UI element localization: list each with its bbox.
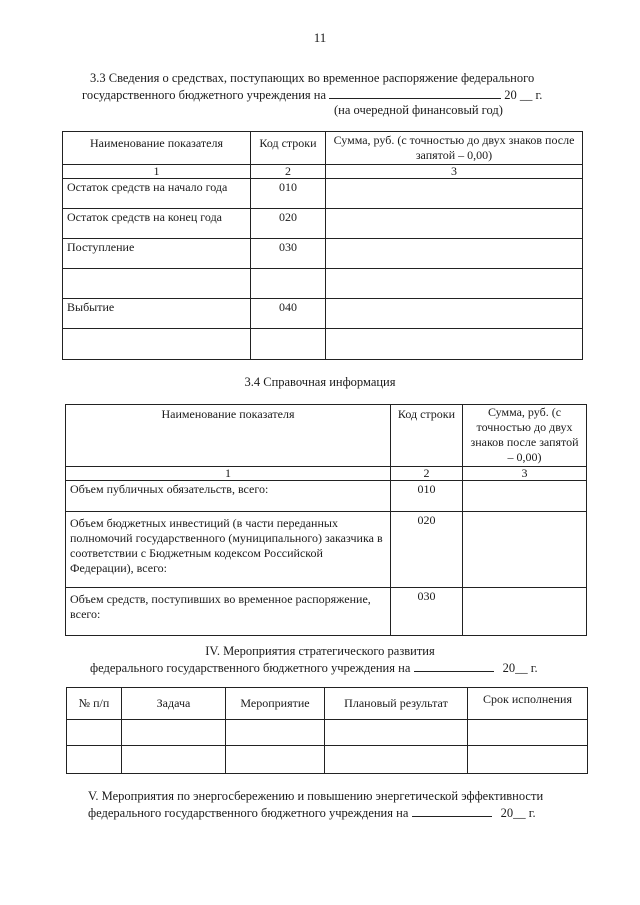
- table-row: [67, 720, 588, 746]
- table-row: [66, 588, 587, 636]
- row-sum: [326, 269, 583, 299]
- section-4-title-line1: IV. Мероприятия стратегического развития: [205, 644, 435, 658]
- row-code: [251, 329, 326, 360]
- col-number: 2: [251, 165, 326, 179]
- header-activity: Мероприятие: [226, 688, 325, 720]
- cell: [226, 720, 325, 746]
- col-number: 2: [391, 467, 463, 481]
- table-3-3: [62, 131, 583, 360]
- col-number: 3: [326, 165, 583, 179]
- year-text: 20__ г.: [500, 806, 536, 820]
- header-task: Задача: [122, 688, 226, 720]
- row-code: 020: [251, 209, 326, 239]
- column-number-row: [66, 467, 587, 481]
- row-sum: [463, 588, 587, 636]
- row-name: Объем публичных обязательств, всего:: [66, 481, 391, 512]
- section-5-title-line1: V. Мероприятия по энергосбережению и повышению энергетической эффективности: [88, 789, 544, 803]
- row-sum: [463, 512, 587, 588]
- table-header-row: [63, 132, 583, 165]
- table-row: [63, 269, 583, 299]
- cell: [468, 720, 588, 746]
- cell: [325, 746, 468, 774]
- row-sum: [326, 239, 583, 269]
- row-code: [251, 269, 326, 299]
- section-3-3-title-line2: [82, 86, 622, 103]
- row-sum: [326, 329, 583, 360]
- cell: [122, 746, 226, 774]
- section-3-3-sublabel: (на очередной финансовый год): [334, 103, 503, 117]
- col-number: 1: [63, 165, 251, 179]
- table-row: [63, 239, 583, 269]
- row-sum: [326, 299, 583, 329]
- date-blank-underline: [329, 86, 501, 99]
- row-name: [63, 269, 251, 299]
- row-name: [63, 329, 251, 360]
- section-5-title-line2: [88, 804, 536, 821]
- row-code: 040: [251, 299, 326, 329]
- year-suffix: __ г.: [519, 88, 543, 102]
- header-code: Код строки: [251, 132, 326, 165]
- table-header-row: [66, 405, 587, 467]
- table-row: [66, 481, 587, 512]
- row-sum: [463, 481, 587, 512]
- row-name: Объем средств, поступивших во временное распоряжение, всего:: [66, 588, 391, 636]
- row-code: 020: [391, 512, 463, 588]
- year-text: 20__ г.: [502, 661, 538, 675]
- row-name: Объем бюджетных инвестиций (в части переданных полномочий государственного (муниципального) заказчика в соответствии с Бюджетным кодексом Российской Федерации), всего:: [66, 512, 391, 588]
- row-name: Поступление: [63, 239, 251, 269]
- date-blank-underline: [414, 659, 494, 672]
- table-3-4: [65, 404, 587, 636]
- table-row: [67, 746, 588, 774]
- header-planned-result: Плановый результат: [325, 688, 468, 720]
- cell: [468, 746, 588, 774]
- row-name: Остаток средств на начало года: [63, 179, 251, 209]
- table-row: [63, 209, 583, 239]
- row-code: 030: [251, 239, 326, 269]
- cell: [226, 746, 325, 774]
- row-code: 030: [391, 588, 463, 636]
- table-row: [66, 512, 587, 588]
- section-3-3-title-text: государственного бюджетного учреждения на: [82, 88, 326, 102]
- section-3-3-title-line1: 3.3 Сведения о средствах, поступающих во временное распоряжение федерального: [90, 71, 535, 85]
- section-3-4-title: 3.4 Справочная информация: [244, 375, 396, 389]
- row-code: 010: [391, 481, 463, 512]
- section-4-title-text: федерального государственного бюджетного учреждения на: [90, 661, 411, 675]
- header-number: № п/п: [67, 688, 122, 720]
- cell: [67, 746, 122, 774]
- header-sum: Сумма, руб. (с точностью до двух знаков после запятой – 0,00): [326, 132, 583, 165]
- section-5-title-text: федерального государственного бюджетного учреждения на: [88, 806, 409, 820]
- table-row: [63, 299, 583, 329]
- cell: [325, 720, 468, 746]
- row-code: 010: [251, 179, 326, 209]
- page-number: 11: [313, 30, 327, 45]
- year-prefix: 20: [504, 88, 517, 102]
- col-number: 1: [66, 467, 391, 481]
- header-name: Наименование показателя: [66, 405, 391, 467]
- cell: [67, 720, 122, 746]
- cell: [122, 720, 226, 746]
- row-name: Выбытие: [63, 299, 251, 329]
- table-row: [63, 179, 583, 209]
- col-number: 3: [463, 467, 587, 481]
- table-row: [63, 329, 583, 360]
- table-header-row: [67, 688, 588, 720]
- row-name: Остаток средств на конец года: [63, 209, 251, 239]
- table-4: [66, 687, 588, 774]
- header-deadline: Срок исполнения: [468, 688, 588, 720]
- section-4-title-line2: [90, 659, 538, 676]
- column-number-row: [63, 165, 583, 179]
- date-blank-underline: [412, 804, 492, 817]
- header-name: Наименование показателя: [63, 132, 251, 165]
- row-sum: [326, 209, 583, 239]
- header-code: Код строки: [391, 405, 463, 467]
- row-sum: [326, 179, 583, 209]
- header-sum: Сумма, руб. (с точностью до двух знаков после запятой – 0,00): [463, 405, 587, 467]
